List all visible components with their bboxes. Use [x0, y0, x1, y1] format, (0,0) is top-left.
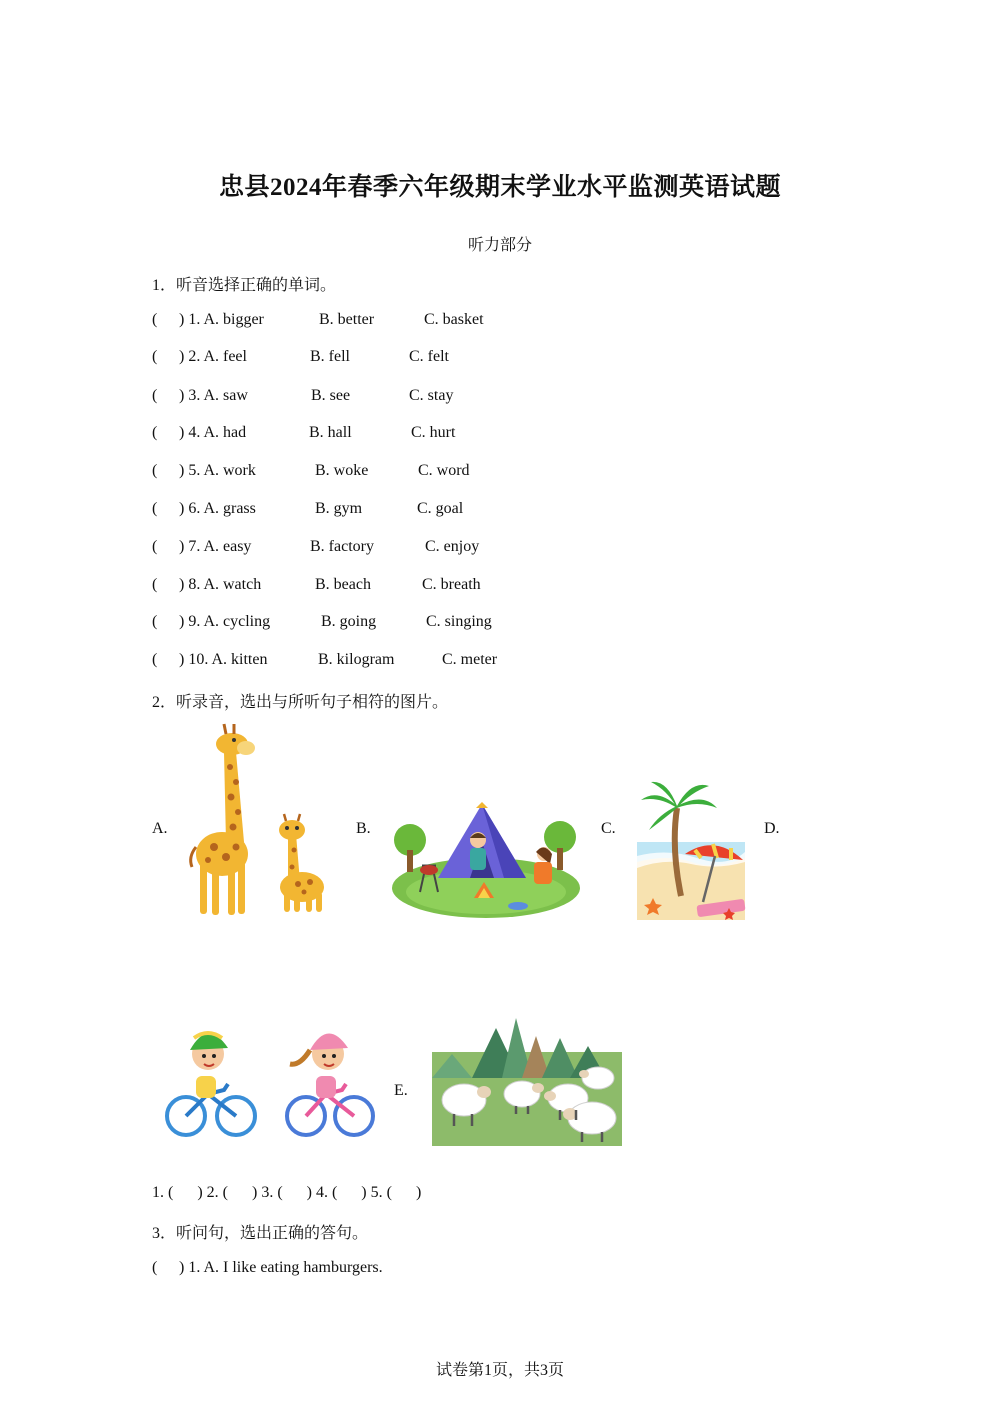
giraffes-picture — [186, 722, 336, 918]
option-a: ) 6. A. grass — [179, 500, 256, 517]
option-c: C. basket — [424, 311, 484, 328]
option-a: ) 4. A. had — [179, 424, 247, 441]
option-a: ) 7. A. easy — [179, 538, 252, 555]
picture-label-d: D. — [764, 820, 780, 837]
answer-bracket-open: ( — [152, 462, 158, 479]
option-a: ) 9. A. cycling — [179, 613, 271, 630]
option-c: C. breath — [422, 576, 481, 593]
option-c: C. felt — [409, 348, 449, 365]
option-a: ) 8. A. watch — [179, 576, 262, 593]
option-b: B. hall — [309, 424, 352, 441]
part2-heading: 2．听录音，选出与所听句子相符的图片。 — [152, 694, 449, 711]
part1-heading: 1．听音选择正确的单词。 — [152, 277, 337, 294]
section-label-listening: 听力部分 — [467, 237, 532, 254]
option-c: C. meter — [442, 651, 498, 668]
answer-bracket-open: ( — [152, 387, 158, 404]
option-b: B. better — [319, 311, 375, 328]
option-c: C. hurt — [411, 424, 456, 441]
camping-picture — [392, 802, 580, 918]
option-b: B. going — [321, 613, 377, 630]
answer-bracket-open: ( — [152, 576, 158, 593]
question-text: ) 1. A. I like eating hamburgers. — [179, 1259, 383, 1276]
page-footer: 试卷第1页，共3页 — [435, 1362, 564, 1379]
option-b: B. kilogram — [318, 651, 395, 668]
option-a: ) 1. A. bigger — [179, 311, 264, 328]
option-b: B. woke — [315, 462, 369, 479]
part2-answer-blanks: 1. ( ) 2. ( ) 3. ( ) 4. ( ) 5. ( ) — [152, 1184, 422, 1201]
option-a: ) 2. A. feel — [179, 348, 247, 365]
answer-bracket-open: ( — [152, 500, 158, 517]
option-b: B. factory — [310, 538, 374, 555]
answer-bracket-open: ( — [152, 613, 158, 630]
option-b: B. see — [311, 387, 351, 404]
answer-bracket-open: ( — [152, 348, 158, 365]
part3-heading: 3．听问句，选出正确的答句。 — [152, 1225, 369, 1242]
option-c: C. enjoy — [425, 538, 480, 555]
option-b: B. beach — [315, 576, 371, 593]
option-c: C. goal — [417, 500, 464, 517]
answer-bracket-open: ( — [152, 424, 158, 441]
option-c: C. word — [418, 462, 470, 479]
option-a: ) 10. A. kitten — [179, 651, 268, 668]
picture-label-a: A. — [152, 820, 168, 837]
option-a: ) 3. A. saw — [179, 387, 248, 404]
picture-label-e: E. — [394, 1082, 408, 1099]
option-c: C. singing — [426, 613, 492, 630]
sheep-picture — [432, 1018, 622, 1146]
answer-bracket-open: ( — [152, 651, 158, 668]
picture-label-b: B. — [356, 820, 371, 837]
exam-title: 忠县2024年春季六年级期末学业水平监测英语试题 — [218, 174, 781, 201]
answer-bracket-open: ( — [152, 538, 158, 555]
option-b: B. fell — [310, 348, 350, 365]
cycling-kids-picture — [164, 1018, 376, 1140]
picture-label-c: C. — [601, 820, 616, 837]
answer-bracket-open: ( — [152, 311, 158, 328]
option-a: ) 5. A. work — [179, 462, 256, 479]
option-c: C. stay — [409, 387, 454, 404]
beach-picture — [637, 778, 745, 920]
option-b: B. gym — [315, 500, 363, 517]
answer-bracket-open: ( — [152, 1259, 158, 1276]
